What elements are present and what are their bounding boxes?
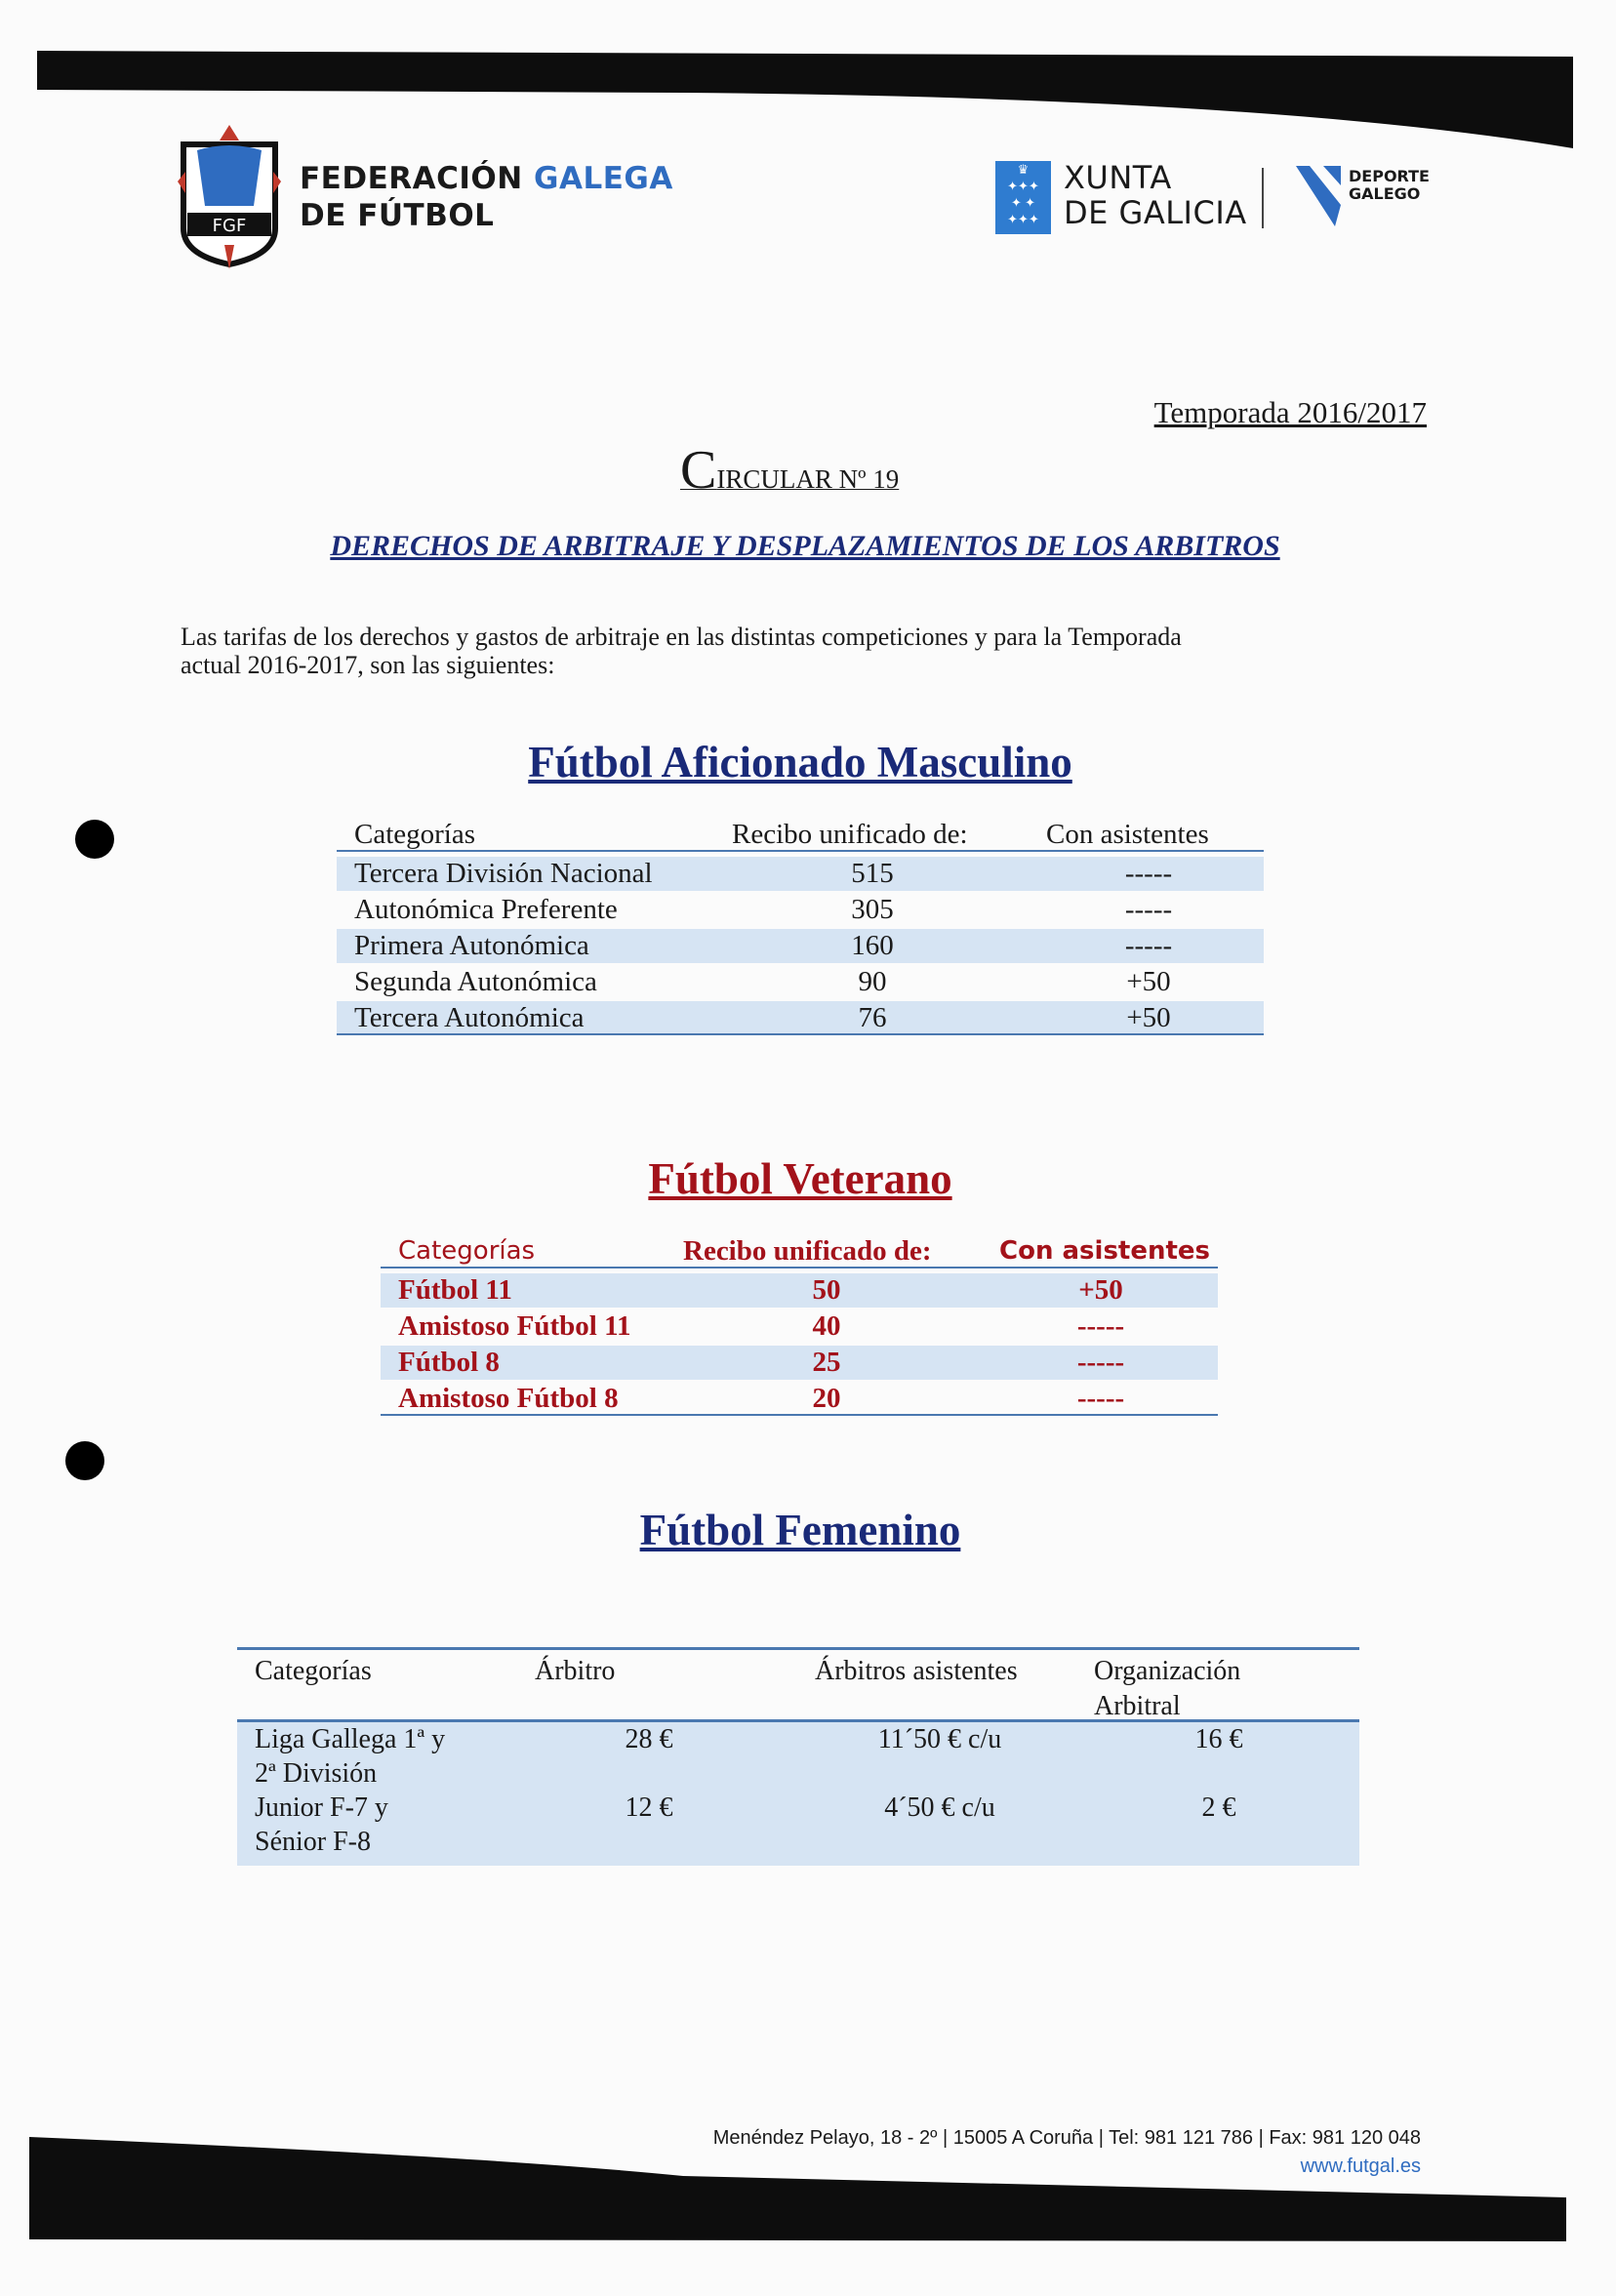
table-cell: Árbitros asistentes — [815, 1656, 1018, 1686]
table-cell: Segunda Autonómica — [354, 966, 597, 997]
table-row — [237, 1791, 1359, 1861]
xunta-line1: XUNTA — [1064, 159, 1172, 196]
fgf-name-part2: GALEGA — [534, 161, 673, 196]
deporte-galego-name — [1349, 168, 1430, 203]
xunta-emblem-icon: ♛ ✦✦✦ ✦ ✦ ✦✦✦ — [995, 161, 1051, 234]
table-cell: ----- — [1076, 1383, 1125, 1414]
table-cell: Categorías — [398, 1236, 536, 1266]
deporte-line1: DEPORTE — [1349, 167, 1430, 185]
table-cell: Categorías — [255, 1656, 372, 1686]
table-cell: 50 — [812, 1274, 841, 1306]
logo-separator — [1262, 168, 1264, 228]
table-cell: FGF — [212, 216, 247, 236]
table-cell: 305 — [851, 894, 894, 925]
table-header — [237, 1650, 1359, 1722]
table-cell: ----- — [1076, 1310, 1125, 1342]
circular-rest: IRCULAR Nº 19 — [716, 464, 900, 494]
table-cell: Amistoso Fútbol 8 — [398, 1383, 619, 1414]
table-row — [337, 893, 1264, 927]
table-masculino — [337, 818, 1264, 1042]
deporte-galego-icon — [1296, 166, 1341, 226]
header-cell: Recibo unificado de: — [732, 819, 968, 850]
table-cell: 11´50 € c/u — [877, 1724, 1002, 1754]
section-title-femenino: Fútbol Femenino — [639, 1506, 961, 1554]
table-cell: 515 — [851, 858, 894, 889]
table-cell: Primera Autonómica — [354, 930, 589, 961]
deporte-line2: GALEGO — [1349, 184, 1421, 203]
header-cell: Con asistentes — [1046, 819, 1209, 850]
table-cell: +50 — [1126, 966, 1171, 997]
fgf-name — [300, 160, 673, 234]
fgf-name-part1: FEDERACIÓN — [300, 161, 523, 196]
table-row — [381, 1273, 1218, 1308]
table-cell: Sénior F-8 — [255, 1827, 371, 1857]
table-femenino — [237, 1647, 1359, 1866]
section-title-veterano: Fútbol Veterano — [648, 1154, 952, 1203]
fgf-name-line2: DE FÚTBOL — [300, 198, 495, 233]
section-title-masculino: Fútbol Aficionado Masculino — [528, 738, 1072, 786]
table-cell: ----- — [1076, 1347, 1125, 1378]
table-row — [337, 1001, 1264, 1035]
table-cell: Fútbol 11 — [398, 1274, 512, 1306]
table-row — [237, 1722, 1359, 1792]
footer-address: Menéndez Pelayo, 18 - 2º | 15005 A Coruña | Tel: 981 121 786 | Fax: 981 120 048 — [712, 2127, 1421, 2149]
table-cell: ----- — [1124, 858, 1173, 889]
table-cell: Con asistentes — [999, 1236, 1211, 1266]
punch-hole — [75, 820, 114, 859]
intro-line2: actual 2016-2017, son las siguientes: — [181, 651, 555, 679]
table-cell: 90 — [858, 966, 887, 997]
table-cell: Recibo unificado de: — [683, 1235, 932, 1267]
table-cell: Autonómica Preferente — [354, 894, 618, 925]
table-cell: Fútbol 8 — [398, 1347, 500, 1378]
table-cell: Organización — [1094, 1656, 1241, 1686]
table-cell: Liga Gallega 1ª y — [255, 1724, 446, 1754]
header-cell: Categorías — [354, 819, 476, 850]
table-cell: 4´50 € c/u — [884, 1792, 995, 1823]
table-header — [337, 818, 1264, 852]
circular-initial: C — [680, 440, 717, 501]
table-row — [337, 857, 1264, 891]
table-veterano — [381, 1234, 1218, 1425]
table-cell: 160 — [851, 930, 894, 961]
intro-paragraph — [181, 623, 1439, 679]
table-cell: Arbitral — [1094, 1691, 1181, 1721]
table-row — [337, 929, 1264, 963]
table-cell: Tercera División Nacional — [354, 858, 653, 889]
table-cell: 2 € — [1201, 1792, 1236, 1823]
xunta-name — [1064, 160, 1247, 230]
document-title: DERECHOS DE ARBITRAJE Y DESPLAZAMIENTOS DE LOS ARBITROS — [330, 530, 1280, 562]
table-cell: +50 — [1078, 1274, 1123, 1306]
table-cell: Árbitro — [535, 1656, 616, 1686]
table-cell: 20 — [812, 1383, 841, 1414]
table-row — [381, 1309, 1218, 1344]
table-row — [381, 1346, 1218, 1380]
table-cell: 2ª División — [255, 1758, 378, 1789]
circular-number — [680, 439, 899, 502]
table-cell: 25 — [812, 1347, 841, 1378]
table-cell: 12 € — [625, 1792, 673, 1823]
table-cell: ----- — [1124, 930, 1173, 961]
table-body — [237, 1722, 1359, 1866]
table-cell: 76 — [858, 1002, 887, 1033]
table-row — [337, 965, 1264, 999]
table-cell: 40 — [812, 1310, 841, 1342]
table-cell: 28 € — [625, 1724, 673, 1754]
season-label: Temporada 2016/2017 — [1153, 395, 1427, 429]
table-cell: 16 € — [1194, 1724, 1243, 1754]
table-cell: +50 — [1126, 1002, 1171, 1033]
table-cell: ----- — [1124, 894, 1173, 925]
table-header — [381, 1234, 1218, 1269]
xunta-line2: DE GALICIA — [1064, 194, 1247, 231]
footer-website-link[interactable]: www.futgal.es — [1300, 2155, 1421, 2177]
bottom-black-bar — [0, 2127, 1616, 2254]
fgf-shield-logo — [176, 123, 283, 271]
table-cell: Junior F-7 y — [255, 1792, 388, 1823]
table-cell: Tercera Autonómica — [354, 1002, 585, 1033]
table-cell: Amistoso Fútbol 11 — [398, 1310, 631, 1342]
intro-line1: Las tarifas de los derechos y gastos de arbitraje en las distintas competiciones y para la Temporada — [181, 623, 1182, 651]
punch-hole — [65, 1441, 104, 1480]
table-row — [381, 1382, 1218, 1416]
